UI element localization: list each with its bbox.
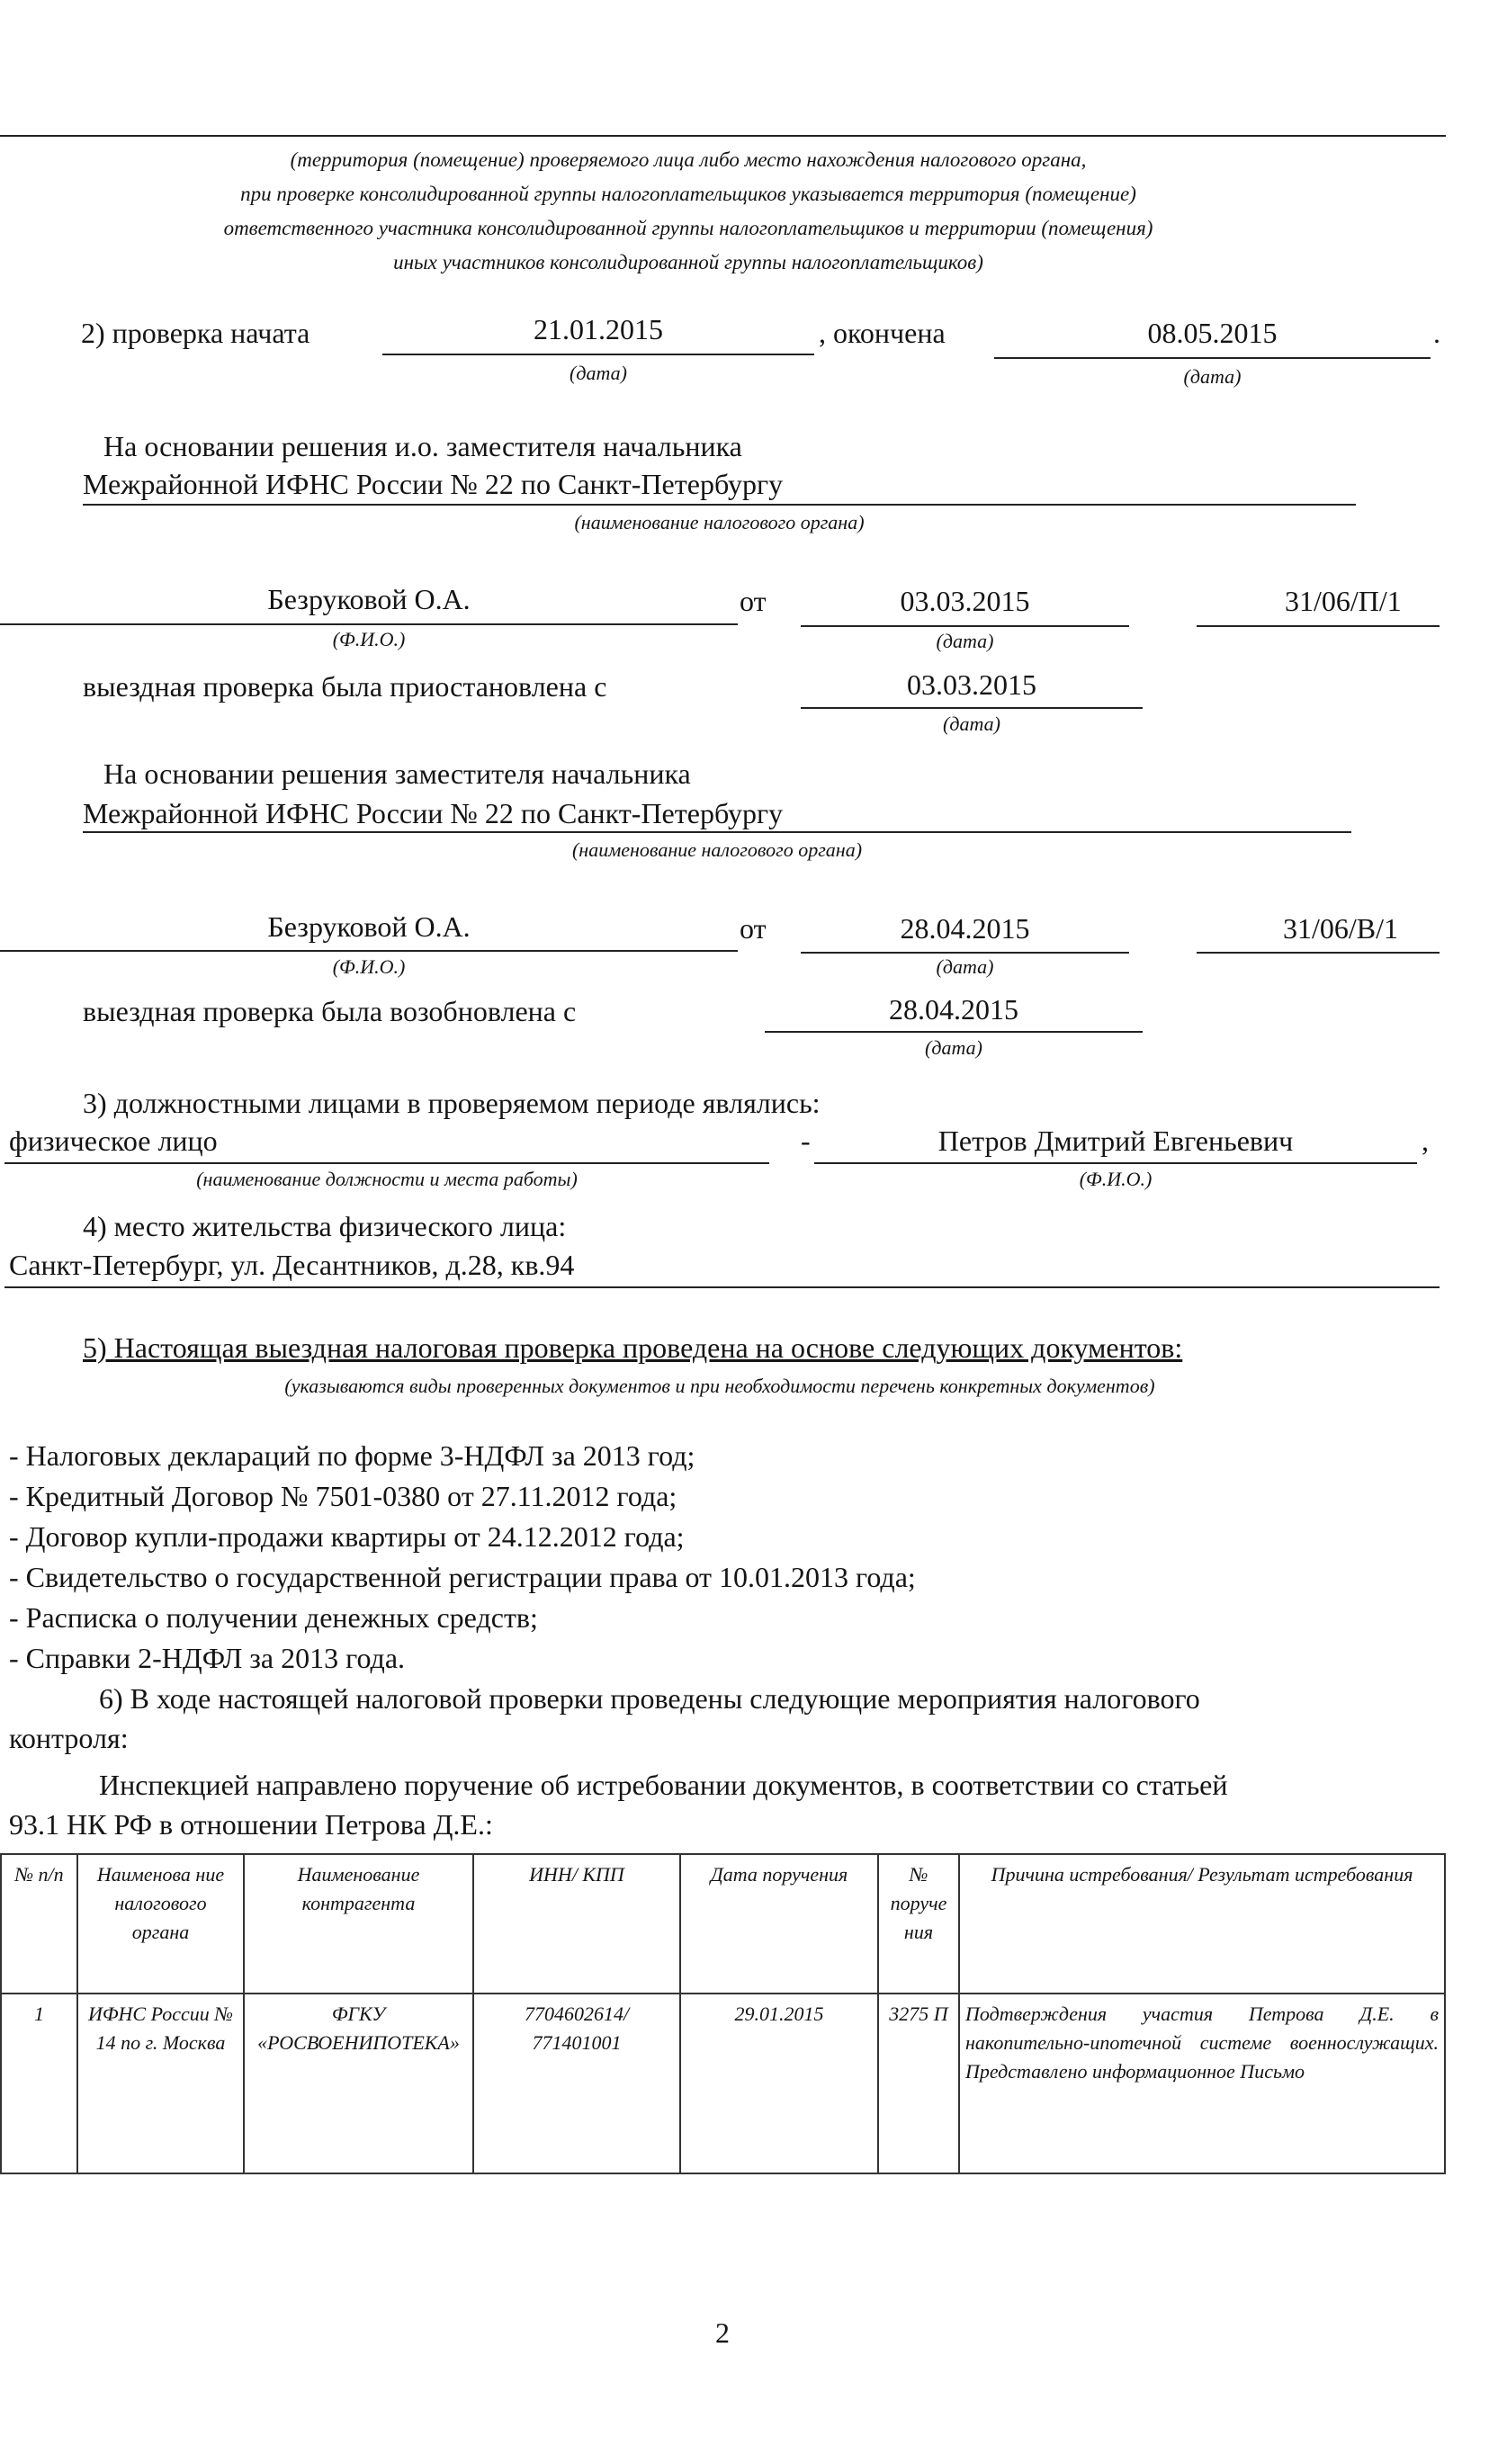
suspension-action-label: выездная проверка была приостановлена с [83, 670, 607, 703]
suspension-date-line [801, 625, 1129, 627]
official-position: физическое лицо [9, 1124, 218, 1157]
resumption-date-hint: (дата) [936, 955, 994, 978]
resumption-number-line [1197, 952, 1440, 954]
residence-label: 4) место жительства физического лица: [83, 1210, 567, 1242]
check-start-hint: (дата) [570, 362, 627, 384]
inspection-line2: 93.1 НК РФ в отношении Петрова Д.Е.: [9, 1808, 493, 1841]
suspension-person-hint: (Ф.И.О.) [332, 628, 406, 650]
resumption-authority-hint: (наименование налогового органа) [571, 838, 863, 861]
header-note-2: при проверке консолидированной группы налогоплательщиков указывается территория (помещение) [240, 183, 1136, 205]
resumption-authority: Межрайонной ИФНС России № 22 по Санкт-Петербургу [83, 797, 784, 829]
table-header-cell: Наименование контрагента [244, 1854, 473, 1994]
documents-title: 5) Настоящая выездная налоговая проверка проведена на основе следующих документов: [83, 1331, 1183, 1364]
page-number: 2 [715, 2316, 730, 2349]
suspension-person: Безруковой О.А. [267, 583, 471, 615]
suspension-number: 31/06/П/1 [1285, 585, 1402, 617]
resumption-basis: На основании решения заместителя начальника [103, 757, 691, 790]
check-end-label: , окончена [819, 317, 946, 349]
resumption-date-line [801, 952, 1129, 954]
suspension-basis: На основании решения и.о. заместителя начальника [103, 430, 742, 462]
check-start-date: 21.01.2015 [534, 313, 663, 345]
resumption-date: 28.04.2015 [900, 912, 1030, 945]
official-position-line [4, 1162, 769, 1164]
table-header-cell: № поруче ния [878, 1854, 959, 1994]
document-item: - Налоговых деклараций по форме 3-НДФЛ за 2013 год; [9, 1439, 695, 1472]
check-end-line [994, 357, 1431, 359]
table-cell: ФГКУ «РОСВОЕНИПОТЕКА» [244, 1994, 473, 2173]
resumption-from-label: от [740, 912, 767, 945]
check-start-line [382, 354, 814, 355]
suspension-number-line [1197, 625, 1440, 627]
resumption-action-line [765, 1031, 1143, 1033]
official-dash: - [801, 1124, 811, 1157]
official-name-hint: (Ф.И.О.) [1079, 1168, 1153, 1190]
resumption-action-date: 28.04.2015 [889, 993, 1018, 1026]
table-cell: 3275 П [878, 1994, 959, 2173]
suspension-action-line [801, 707, 1143, 709]
suspension-authority-line [83, 504, 1356, 506]
table-header-row [1, 1854, 1445, 1994]
table-cell: Подтверждения участия Петрова Д.Е. в накопительно-ипотечной системе военнослужащих. Представлено информационное Письмо [959, 1994, 1445, 2173]
resumption-action-hint: (дата) [925, 1036, 982, 1059]
document-item: - Справки 2-НДФЛ за 2013 года. [9, 1642, 406, 1674]
inspection-line1: Инспекцией направлено поручение об истребовании документов, в соответствии со статьей [99, 1769, 1228, 1801]
suspension-action-date: 03.03.2015 [907, 668, 1036, 701]
control-measures-line1: 6) В ходе настоящей налоговой проверки проведены следующие мероприятия налогового [99, 1682, 1200, 1715]
table-cell: ИФНС России № 14 по г. Москва [77, 1994, 244, 2173]
table-header-cell: Наименова ние налогового органа [77, 1854, 244, 1994]
inspection-table [0, 1853, 1446, 2174]
official-name-line [814, 1162, 1417, 1164]
residence-address: Санкт-Петербург, ул. Десантников, д.28, кв.94 [9, 1249, 575, 1281]
table-header-cell: № п/п [1, 1854, 77, 1994]
document-item: - Расписка о получении денежных средств; [9, 1601, 538, 1634]
document-item: - Свидетельство о государственной регистрации права от 10.01.2013 года; [9, 1561, 916, 1593]
suspension-date: 03.03.2015 [900, 585, 1030, 617]
officials-label: 3) должностными лицами в проверяемом периоде являлись: [83, 1087, 821, 1119]
document-item: - Кредитный Договор № 7501-0380 от 27.11.2012 года; [9, 1480, 677, 1512]
control-measures-line2: контроля: [9, 1722, 129, 1754]
documents-hint: (указываются виды проверенных документов и при необходимости перечень конкретных документов) [284, 1375, 1155, 1397]
table-header-cell: Причина истребования/ Результат истребования [959, 1854, 1445, 1994]
official-comma: , [1422, 1124, 1429, 1157]
resumption-number: 31/06/В/1 [1283, 912, 1399, 945]
suspension-authority-hint: (наименование налогового органа) [574, 511, 865, 533]
header-note-4: иных участников консолидированной группы налогоплательщиков) [393, 251, 983, 273]
resumption-person-line [0, 950, 738, 952]
check-end-punct: . [1433, 317, 1440, 349]
resumption-authority-line [83, 831, 1351, 833]
official-position-hint: (наименование должности и места работы) [196, 1168, 578, 1190]
resumption-person: Безруковой О.А. [267, 910, 471, 943]
header-note-3: ответственного участника консолидированной группы налогоплательщиков и территории (помещения) [223, 217, 1153, 239]
table-cell: 7704602614/ 771401001 [473, 1994, 680, 2173]
header-note-1: (территория (помещение) проверяемого лица либо место нахождения налогового органа, [290, 148, 1087, 171]
document-item: - Договор купли-продажи квартиры от 24.12.2012 года; [9, 1520, 685, 1553]
resumption-action-label: выездная проверка была возобновлена с [83, 995, 577, 1027]
suspension-person-line [0, 623, 738, 625]
suspension-date-hint: (дата) [936, 630, 994, 652]
check-start-label: 2) проверка начата [81, 317, 310, 349]
table-row [1, 1994, 1445, 2173]
table-header-cell: Дата поручения [680, 1854, 878, 1994]
official-name: Петров Дмитрий Евгеньевич [937, 1124, 1294, 1157]
resumption-person-hint: (Ф.И.О.) [332, 955, 406, 978]
suspension-authority: Межрайонной ИФНС России № 22 по Санкт-Петербургу [83, 468, 784, 500]
table-cell: 29.01.2015 [680, 1994, 878, 2173]
suspension-action-hint: (дата) [943, 712, 1000, 735]
check-end-hint: (дата) [1183, 365, 1242, 388]
table-header-cell: ИНН/ КПП [473, 1854, 680, 1994]
check-end-date: 08.05.2015 [1147, 317, 1278, 349]
table-cell: 1 [1, 1994, 77, 2173]
residence-address-line [4, 1286, 1440, 1288]
header-rule [0, 135, 1446, 137]
suspension-from-label: от [740, 585, 767, 617]
